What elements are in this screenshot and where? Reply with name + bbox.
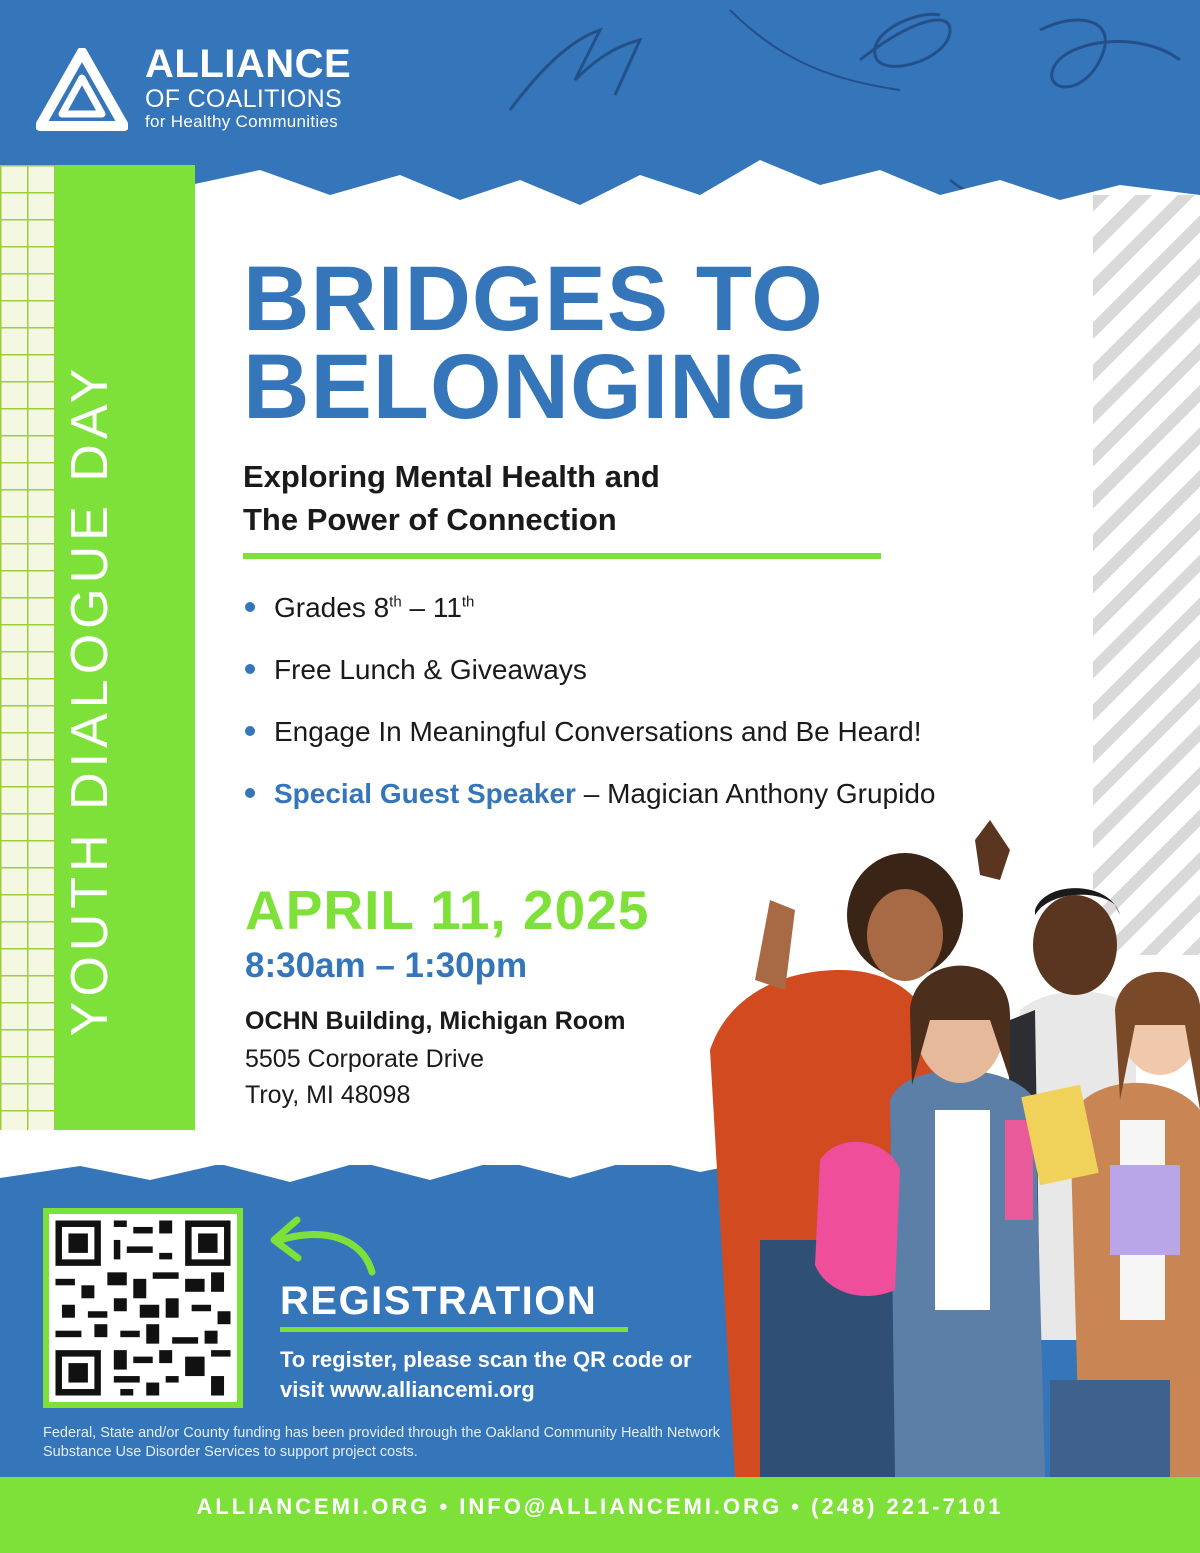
- event-venue: OCHN Building, Michigan Room: [245, 1007, 626, 1035]
- event-address-line-2: Troy, MI 48098: [245, 1081, 411, 1109]
- logo-subtitle: OF COALITIONS: [145, 85, 342, 113]
- arrow-left-icon: [262, 1212, 382, 1282]
- subheadline-line-2: The Power of Connection: [243, 502, 617, 537]
- list-item-grades: Grades 8th – 11th: [243, 585, 1093, 647]
- list-item-engage: Engage In Meaningful Conversations and Be Heard!: [243, 709, 1093, 771]
- logo-title: ALLIANCE: [145, 42, 352, 86]
- event-address-line-1: 5505 Corporate Drive: [245, 1045, 485, 1073]
- speaker-label: Special Guest Speaker: [274, 778, 576, 809]
- registration-divider: [280, 1327, 628, 1332]
- bullet-icon: [245, 602, 255, 612]
- funding-note: Federal, State and/or County funding has been provided through the Oakland Community Health Network Substance Use Disorder Services to support project costs.: [43, 1425, 721, 1460]
- feature-list: [243, 585, 1093, 833]
- students-photo: [690, 820, 1200, 1477]
- side-title: YOUTH DIALOGUE DAY: [61, 363, 119, 1037]
- grid-pattern-strip: [0, 165, 55, 1165]
- bullet-icon: [245, 788, 255, 798]
- speaker-name: – Magician Anthony Grupido: [575, 778, 936, 809]
- headline-text: BRIDGES TO BELONGING: [243, 248, 824, 438]
- subheadline: [243, 455, 943, 541]
- registration-title: REGISTRATION: [280, 1279, 598, 1323]
- headline: [243, 248, 1063, 438]
- event-date: APRIL 11, 2025: [245, 879, 650, 941]
- subheadline-line-1: Exploring Mental Health and: [243, 459, 660, 494]
- subheadline-divider: [243, 553, 881, 559]
- bullet-icon: [245, 664, 255, 674]
- event-time: 8:30am – 1:30pm: [245, 946, 528, 985]
- bullet-icon: [245, 726, 255, 736]
- registration-instructions: To register, please scan the QR code or visit www.alliancemi.org: [280, 1347, 692, 1402]
- footer-contact: ALLIANCEMI.ORG • INFO@ALLIANCEMI.ORG • (248) 221-7101: [196, 1494, 1004, 1519]
- alliance-logo-icon: [36, 48, 128, 132]
- list-item-lunch: Free Lunch & Giveaways: [243, 647, 1093, 709]
- qr-code[interactable]: [49, 1214, 237, 1402]
- logo-tagline: for Healthy Communities: [145, 112, 339, 131]
- torn-paper-edge-bottom: [0, 1130, 760, 1190]
